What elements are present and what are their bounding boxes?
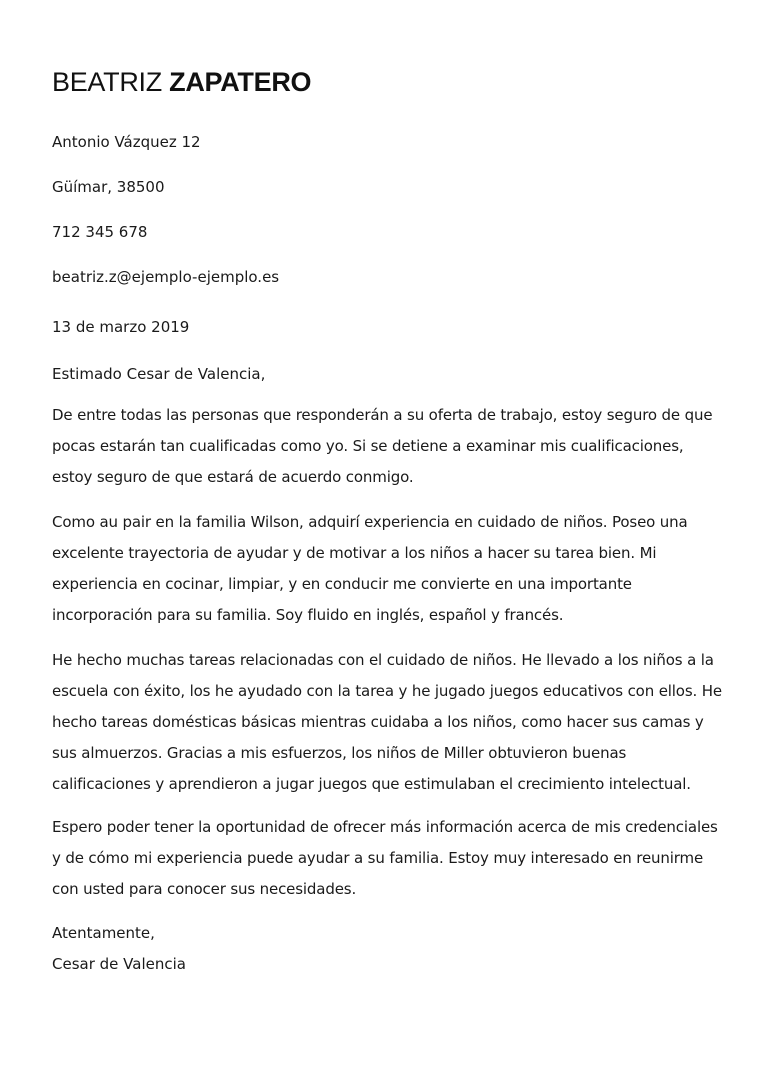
- signature: Cesar de Valencia: [52, 955, 186, 973]
- letter-date: 13 de marzo 2019: [52, 318, 190, 336]
- salutation: Estimado Cesar de Valencia,: [52, 365, 266, 383]
- sender-phone: 712 345 678: [52, 223, 148, 241]
- body-paragraph-4: Espero poder tener la oportunidad de ofrecer más información acerca de mis credenciales y de cómo mi experiencia puede ayudar a su familia. Estoy muy interesado en reunirme con usted para conocer sus necesidades.: [52, 818, 718, 898]
- sender-city: Güímar, 38500: [52, 178, 165, 196]
- valediction: Atentamente,: [52, 924, 155, 942]
- sender-street: Antonio Vázquez 12: [52, 133, 201, 151]
- body-paragraph-3: He hecho muchas tareas relacionadas con el cuidado de niños. He llevado a los niños a la escuela con éxito, los he ayudado con la tarea y he jugado juegos educativos con ellos. He hecho tareas domésticas básicas mientras cuidaba a los niños, como hacer sus camas y sus almuerzos. Gracias a mis esfuerzos, los niños de Miller obtuvieron buenas calificaciones y aprendieron a jugar juegos que estimulaban el crecimiento intelectual.: [52, 651, 722, 793]
- sender-first-name: BEATRIZ: [52, 67, 162, 97]
- sender-last-name: ZAPATERO: [169, 67, 312, 97]
- sender-email: beatriz.z@ejemplo-ejemplo.es: [52, 268, 280, 286]
- body-paragraph-2: Como au pair en la familia Wilson, adquirí experiencia en cuidado de niños. Poseo una excelente trayectoria de ayudar y de motivar a los niños a hacer su tarea bien. Mi experiencia en cocinar, limpiar, y en conducir me convierte en una importante incorporación para su familia. Soy fluido en inglés, español y francés.: [52, 513, 688, 624]
- sender-name: [52, 66, 311, 98]
- body-paragraph-1: De entre todas las personas que responderán a su oferta de trabajo, estoy seguro de que pocas estarán tan cualificadas como yo. Si se detiene a examinar mis cualificaciones, estoy seguro de que estará de acuerdo conmigo.: [52, 406, 713, 486]
